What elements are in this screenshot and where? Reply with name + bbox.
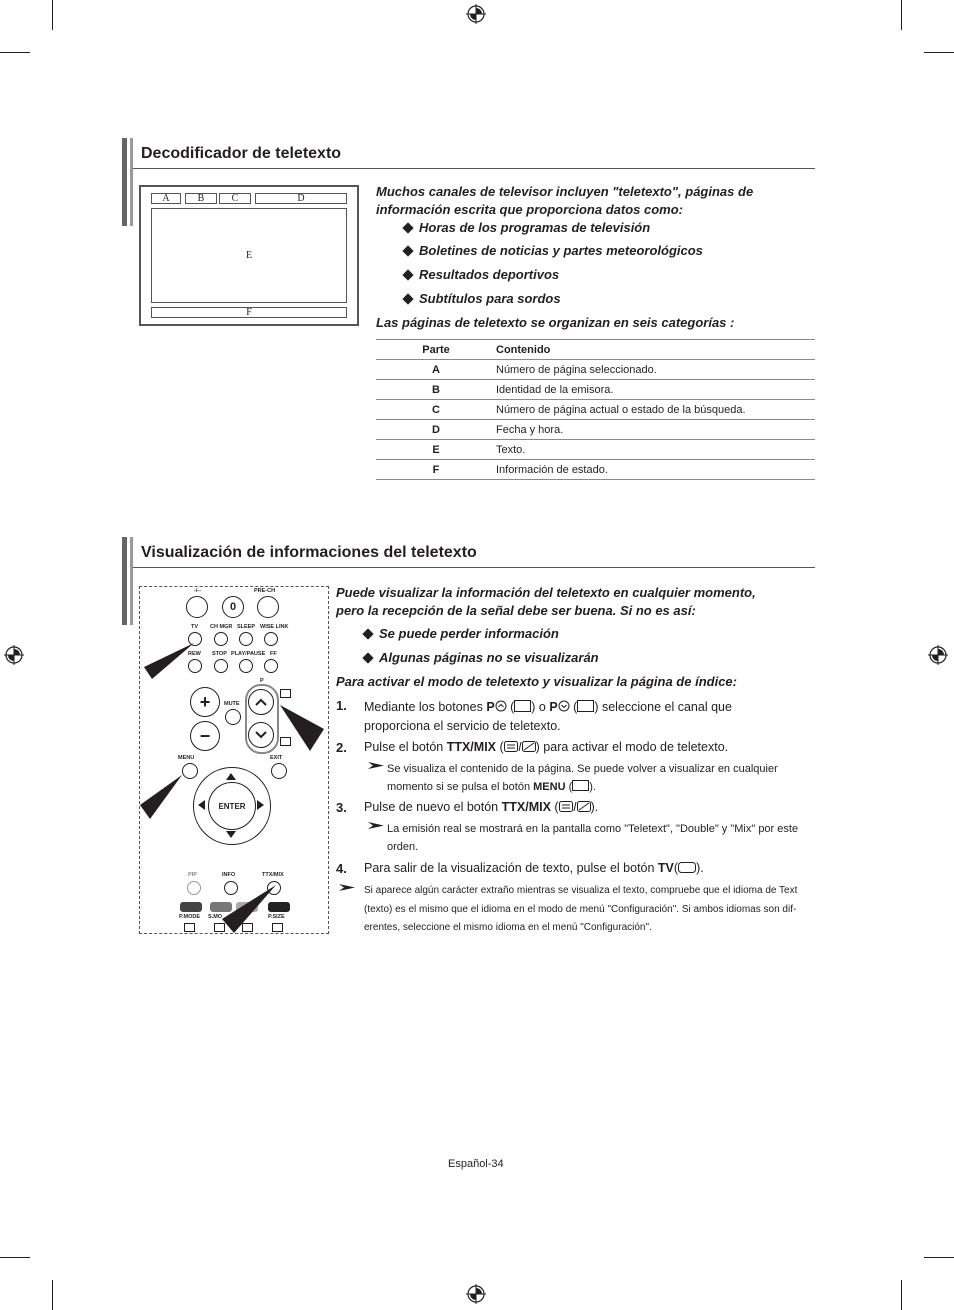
arrow-up-icon — [226, 773, 236, 780]
screen-area-e — [151, 208, 347, 303]
remote-label-tv: TV — [191, 624, 199, 630]
table-header-part: Parte — [376, 340, 496, 360]
section2-activate: Para activar el modo de teletexto y visualizar la página de índice: — [336, 674, 737, 689]
mute-button[interactable] — [225, 709, 241, 725]
diamond-bullet-icon — [362, 628, 373, 639]
step-3-text: Pulse de nuevo el botón TTX/MIX ( ). — [364, 800, 599, 814]
section-accent-bar — [130, 537, 133, 625]
teletext-screen-diagram — [139, 185, 359, 326]
arrow-left-icon — [198, 800, 205, 810]
table-row — [376, 360, 815, 380]
bullet-item: Se puede perder información — [364, 626, 559, 641]
section-accent-bar — [130, 138, 133, 226]
table-header-row — [376, 340, 815, 360]
section-title: Decodificador de teletexto — [141, 145, 342, 162]
screen-label-d: D — [255, 193, 347, 204]
chevron-down-icon — [255, 731, 267, 739]
arrow-down-icon — [226, 831, 236, 838]
table-cell-content: Fecha y hora. — [496, 420, 815, 440]
table-cell-content: Número de página seleccionado. — [496, 360, 815, 380]
stop-button[interactable] — [214, 659, 228, 673]
bullet-item: Boletines de noticias y partes meteorológicos — [404, 243, 703, 258]
remote-label-psize: P.SIZE — [268, 914, 285, 920]
bullet-item: Resultados deportivos — [404, 267, 559, 282]
remote-label-p: P — [260, 678, 264, 684]
remote-label-info: INFO — [222, 872, 236, 878]
exit-button[interactable] — [271, 763, 287, 779]
screen-label-a: A — [151, 193, 181, 204]
teletext-next-page-icon — [514, 700, 531, 712]
volume-down-button[interactable]: − — [190, 721, 220, 751]
diamond-bullet-icon — [362, 652, 373, 663]
registration-mark-icon — [4, 645, 24, 665]
remote-label-playpause: PLAY/PAUSE — [231, 651, 266, 657]
enter-button[interactable]: ENTER — [208, 782, 256, 830]
note-arrow-icon — [339, 884, 355, 891]
step-number: 4. — [336, 861, 347, 876]
table-cell-part: F — [376, 460, 496, 480]
section1-organize: Las páginas de teletexto se organizan en seis categorías : — [376, 315, 735, 330]
red-button[interactable] — [180, 902, 202, 912]
tv-icon — [678, 862, 696, 873]
table-row — [376, 380, 815, 400]
remote-label-smode: S.MO — [208, 914, 223, 920]
crop-mark — [924, 52, 954, 53]
registration-mark-icon — [466, 4, 486, 24]
teletext-parts-table — [376, 339, 815, 480]
table-row — [376, 400, 815, 420]
step-3-note: La emisión real se mostrará en la pantalla como "Teletext", "Double" y "Mix" por este orden. — [387, 823, 799, 853]
remote-label-mute: MUTE — [224, 701, 240, 707]
remote-label-exit: EXIT — [270, 755, 283, 761]
arrow-right-icon — [257, 800, 264, 810]
note-arrow-icon — [368, 822, 384, 829]
menu-button[interactable] — [182, 763, 198, 779]
screen-label-c: C — [219, 193, 251, 204]
step-4-text: Para salir de la visualización de texto, pulse el botón TV( ). — [364, 861, 704, 875]
table-cell-part: A — [376, 360, 496, 380]
table-cell-part: C — [376, 400, 496, 420]
wiselink-button[interactable] — [264, 632, 278, 646]
table-cell-part: B — [376, 380, 496, 400]
table-cell-content: Número de página actual o estado de la búsqueda. — [496, 400, 815, 420]
crop-mark — [52, 1280, 53, 1310]
sleep-button[interactable] — [239, 632, 253, 646]
teletext-page-up-icon — [280, 689, 291, 698]
registration-mark-icon — [928, 645, 948, 665]
remote-label-pmode: P.MODE — [179, 914, 200, 920]
zero-button[interactable]: 0 — [222, 596, 244, 618]
section-accent-bar — [122, 537, 127, 625]
remote-label-ttxmix: TTX/MIX — [262, 872, 284, 878]
remote-control-illustration — [139, 586, 329, 934]
note-arrow-icon — [368, 762, 384, 769]
remote-body — [164, 587, 298, 933]
channel-up-button[interactable] — [248, 689, 274, 715]
teletext-prev-page-icon — [577, 700, 594, 712]
channel-down-button[interactable] — [248, 722, 274, 748]
dash-button[interactable] — [186, 596, 208, 618]
pointer-arrow-icon — [220, 885, 276, 933]
step-number: 2. — [336, 740, 347, 755]
step-2-text: Pulse el botón TTX/MIX ( ) para activar el modo de teletexto. — [364, 740, 729, 754]
table-cell-part: E — [376, 440, 496, 460]
crop-mark — [901, 1280, 902, 1310]
pointer-arrow-icon — [142, 643, 194, 683]
crop-mark — [0, 1257, 30, 1258]
bullet-item: Subtítulos para sordos — [404, 291, 561, 306]
remote-label-chmgr: CH MGR — [210, 624, 233, 630]
step-1-text: Mediante los botones P ( ) o P ( ) seleccione el canal que proporciona el servicio de teletexto. — [364, 700, 732, 733]
remote-label-prech: PRE-CH — [254, 588, 276, 594]
step-number: 1. — [336, 698, 347, 713]
remote-label-pip: PIP — [188, 872, 197, 878]
chmgr-button[interactable] — [214, 632, 228, 646]
table-row — [376, 440, 815, 460]
menu-icon — [572, 780, 589, 791]
remote-label-sleep: SLEEP — [237, 624, 256, 630]
chevron-up-circle-icon — [495, 700, 507, 712]
remote-label-rew: REW — [188, 651, 201, 657]
chevron-down-circle-icon — [558, 700, 570, 712]
crop-mark — [0, 52, 30, 53]
teletext-hold-icon — [184, 923, 195, 932]
teletext-mix-icon — [504, 741, 536, 752]
chevron-up-icon — [255, 698, 267, 706]
pointer-arrow-icon — [280, 705, 324, 751]
registration-mark-icon — [466, 1284, 486, 1304]
table-cell-content: Información de estado. — [496, 460, 815, 480]
volume-up-button[interactable]: + — [190, 687, 220, 717]
diamond-bullet-icon — [402, 245, 413, 256]
pointer-arrow-icon — [138, 775, 182, 819]
section-rule — [133, 567, 815, 568]
bullet-item: Algunas páginas no se visualizarán — [364, 650, 599, 665]
step-number: 3. — [336, 800, 347, 815]
teletext-mix-icon — [559, 801, 591, 812]
section-rule — [133, 168, 815, 169]
screen-label-f: F — [151, 307, 347, 318]
remote-label-menu: MENU — [178, 755, 195, 761]
table-cell-content: Texto. — [496, 440, 815, 460]
crop-mark — [924, 1257, 954, 1258]
table-row — [376, 420, 815, 440]
crop-mark — [52, 0, 53, 30]
section-accent-bar — [122, 138, 127, 226]
crop-mark — [901, 0, 902, 30]
diamond-bullet-icon — [402, 269, 413, 280]
section2-intro: Puede visualizar la información del teletexto en cualquier momento, pero la recepción de la señal debe ser buena. Si no es así: — [336, 585, 756, 618]
table-cell-part: D — [376, 420, 496, 440]
diamond-bullet-icon — [402, 293, 413, 304]
diamond-bullet-icon — [402, 222, 413, 233]
bullet-item: Horas de los programas de televisión — [404, 220, 650, 235]
ff-button[interactable] — [264, 659, 278, 673]
table-row — [376, 460, 815, 480]
remote-label-wiselink: WISE LINK — [260, 624, 289, 630]
section1-intro: Muchos canales de televisor incluyen "teletexto", páginas de información escrita que proporciona datos como: — [376, 184, 754, 217]
pip-button[interactable] — [187, 881, 201, 895]
step-2-note: Se visualiza el contenido de la página. Se puede volver a visualizar en cualquier momento si se pulsa el botón MENU ( ). — [387, 763, 778, 793]
play-pause-button[interactable] — [239, 659, 253, 673]
screen-label-e: E — [245, 250, 253, 261]
remote-label-ff: FF — [270, 651, 277, 657]
table-header-content: Contenido — [496, 340, 815, 360]
remote-label-dash: -/-- — [194, 588, 202, 594]
screen-label-b: B — [185, 193, 217, 204]
page-number: Español-34 — [448, 1158, 504, 1170]
section-title: Visualización de informaciones del teletexto — [141, 544, 477, 561]
remote-label-stop: STOP — [212, 651, 227, 657]
prech-button[interactable] — [257, 596, 279, 618]
final-note: Si aparece algún carácter extraño mientras se visualiza el texto, compruebe que el idioma de Text (texto) es el mismo que el idioma en el modo de menú "Configuración". Si ambos idiomas son dif- erentes, seleccione el mismo idioma en el menú "Configuración". — [364, 885, 798, 933]
table-cell-content: Identidad de la emisora. — [496, 380, 815, 400]
